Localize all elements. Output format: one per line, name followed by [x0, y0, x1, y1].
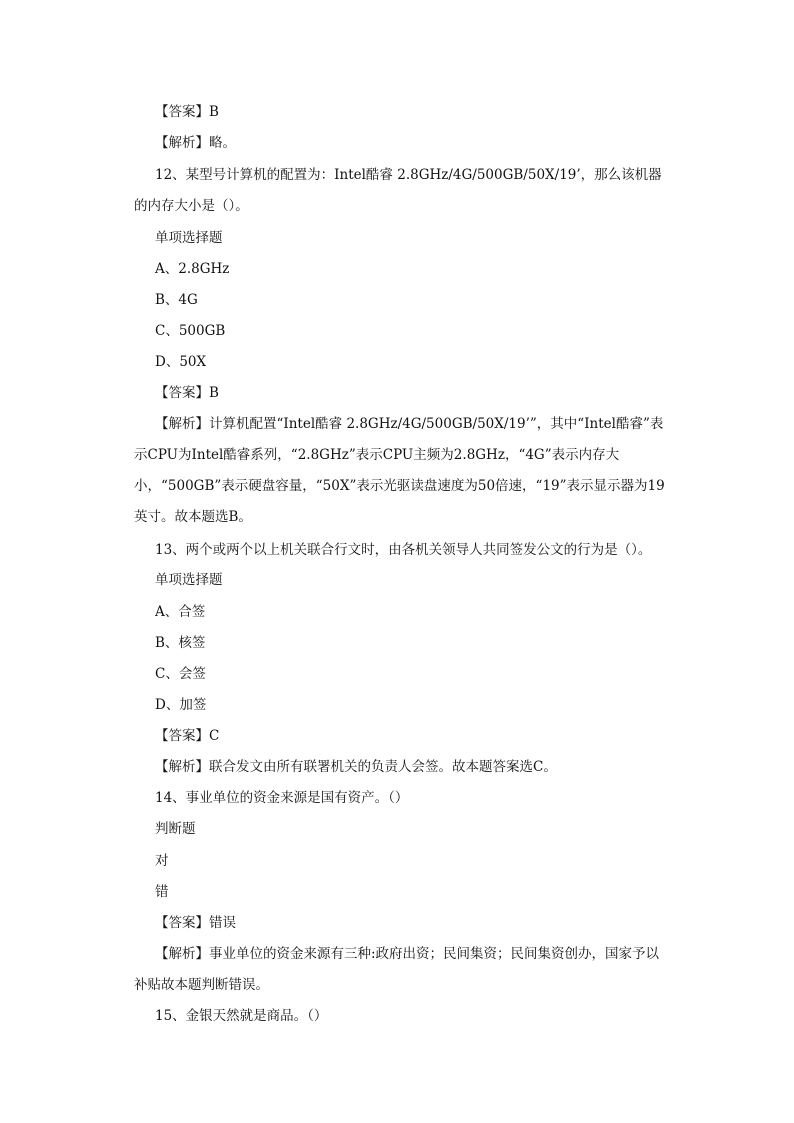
- q14-type: 判断题: [155, 821, 196, 837]
- q12-option-d: D、50X: [155, 354, 207, 370]
- q12-analysis: 【解析】计算机配置“Intel酷睿 2.8GHz/4G/500GB/50X/19’”，其中“Intel酷睿”表示CPU为Intel酷睿系列，“2.8GHz”表示CPU主频为2.8GHz，“4G”表示内存大小，“500GB”表示硬盘容量，“50X”表示光驱读盘速度为50倍速，“19”表示显示器为19英寸。故本题选B。: [134, 416, 665, 525]
- q12-stem: 12、某型号计算机的配置为：Intel酷睿 2.8GHz/4G/500GB/50X/19’，那么该机器的内存大小是（）。: [134, 167, 662, 214]
- q12-option-c: C、500GB: [155, 323, 226, 339]
- q14-option-false: 错: [155, 884, 169, 900]
- q13-analysis: 【解析】联合发文由所有联署机关的负责人会签。故本题答案选C。: [155, 759, 557, 775]
- q11-answer: 【答案】B: [155, 104, 219, 120]
- q13-option-d: D、加签: [155, 697, 207, 713]
- q13-answer: 【答案】C: [155, 728, 220, 744]
- q14-option-true: 对: [155, 853, 169, 869]
- q13-type: 单项选择题: [155, 572, 223, 588]
- q12-option-b: B、4G: [155, 292, 198, 308]
- q14-stem: 14、事业单位的资金来源是国有资产。（）: [155, 790, 409, 806]
- q13-option-c: C、会签: [155, 666, 206, 682]
- q13-stem: 13、两个或两个以上机关联合行文时，由各机关领导人共同签发公文的行为是（）。: [155, 542, 652, 558]
- q12-type: 单项选择题: [155, 230, 223, 246]
- q13-option-b: B、核签: [155, 635, 206, 651]
- q15-stem: 15、金银天然就是商品。（）: [155, 1008, 328, 1024]
- q11-analysis: 【解析】略。: [155, 135, 236, 151]
- q14-answer: 【答案】错误: [155, 915, 236, 931]
- q12-option-a: A、2.8GHz: [155, 261, 230, 277]
- q13-option-a: A、合签: [155, 604, 206, 620]
- q14-analysis: 【解析】事业单位的资金来源有三种:政府出资；民间集资；民间集资创办，国家予以补贴故本题判断错误。: [134, 946, 660, 993]
- q12-answer: 【答案】B: [155, 385, 219, 401]
